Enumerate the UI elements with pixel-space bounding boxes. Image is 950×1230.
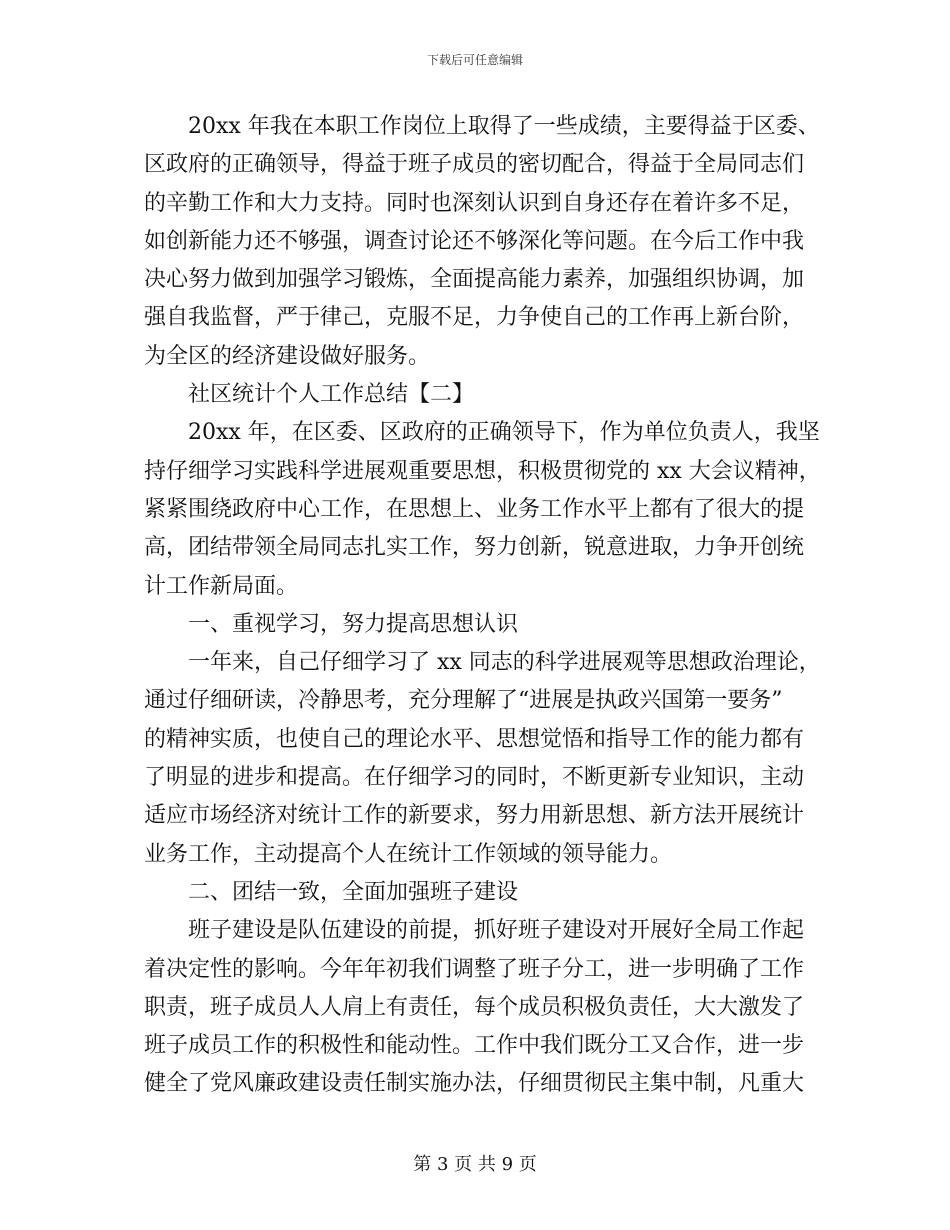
paragraph-line: 计工作新局面。	[144, 573, 299, 599]
paragraph-line: 20xx 年，在区委、区政府的正确领导下，作为单位负责人，我坚	[188, 420, 820, 446]
page-number: 第 3 页 共 9 页	[413, 1154, 537, 1175]
paragraph-line: 决心努力做到加强学习锻炼，全面提高能力素养，加强组织协调，加	[144, 267, 805, 293]
paragraph-line: 为全区的经济建设做好服务。	[144, 343, 431, 369]
paragraph-line: 了明显的进步和提高。在仔细学习的同时，不断更新专业知识，主动	[144, 765, 805, 791]
paragraph-line: 适应市场经济对统计工作的新要求，努力用新思想、新方法开展统计	[144, 803, 805, 829]
section-heading: 社区统计个人工作总结【二】	[188, 382, 475, 408]
paragraph-line: 着决定性的影响。今年年初我们调整了班子分工，进一步明确了工作	[144, 956, 805, 982]
paragraph-line: 区政府的正确领导，得益于班子成员的密切配合，得益于全局同志们	[144, 152, 805, 178]
header-note: 下载后可任意编辑	[426, 53, 523, 67]
paragraph-line: 班子建设是队伍建设的前提，抓好班子建设对开展好全局工作起	[188, 918, 805, 944]
paragraph-line: 强自我监督，严于律己，克服不足，力争使自己的工作再上新台阶，	[144, 305, 805, 331]
paragraph-line: 持仔细学习实践科学进展观重要思想，积极贯彻党的 xx 大会议精神，	[144, 458, 821, 484]
paragraph-line: 高，团结带领全局同志扎实工作，努力创新，锐意进取，力争开创统	[144, 535, 805, 561]
document-body	[144, 108, 821, 1104]
paragraph-line: 紧紧围绕政府中心工作，在思想上、业务工作水平上都有了很大的提	[144, 496, 805, 522]
paragraph-line: 如创新能力还不够强，调查讨论还不够深化等问题。在今后工作中我	[144, 228, 805, 254]
paragraph-line: 健全了党风廉政建设责任制实施办法，仔细贯彻民主集中制，凡重大	[144, 1071, 805, 1097]
paragraph-line: 一年来，自己仔细学习了 xx 同志的科学进展观等思想政治理论，	[188, 650, 821, 676]
section-heading: 一、重视学习，努力提高思想认识	[188, 611, 519, 637]
section-heading: 二、团结一致，全面加强班子建设	[188, 879, 519, 905]
paragraph-line: 20xx 年我在本职工作岗位上取得了一些成绩，主要得益于区委、	[188, 114, 820, 139]
paragraph-line: 业务工作，主动提高个人在统计工作领域的领导能力。	[144, 841, 673, 867]
paragraph-line: 的辛勤工作和大力支持。同时也深刻认识到自身还存在着许多不足，	[144, 190, 805, 216]
paragraph-line: 职责，班子成员人人肩上有责任，每个成员积极负责任，大大激发了	[144, 994, 805, 1020]
paragraph-line: 通过仔细研读，冷静思考，充分理解了“进展是执政兴国第一要务”	[144, 688, 783, 714]
paragraph-line: 班子成员工作的积极性和能动性。工作中我们既分工又合作，进一步	[144, 1033, 805, 1059]
paragraph-line: 的精神实质，也使自己的理论水平、思想觉悟和指导工作的能力都有	[144, 726, 805, 752]
